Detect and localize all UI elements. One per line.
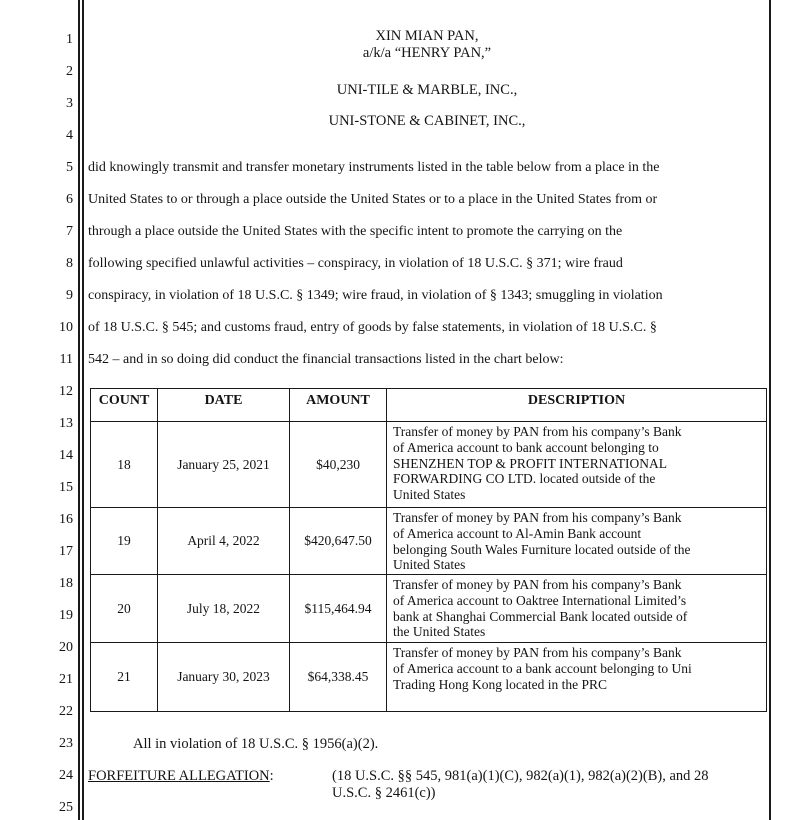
description-line: the United States xyxy=(393,624,486,640)
line-number: 2 xyxy=(66,64,73,79)
line-number: 10 xyxy=(59,320,73,335)
body-line: United States to or through a place outside the United States or to a place in the United States from or xyxy=(88,192,658,207)
description-line: Transfer of money by PAN from his company’s Bank xyxy=(393,424,682,439)
line-number: 20 xyxy=(59,640,73,655)
line-number: 4 xyxy=(66,128,73,143)
charging-paragraph xyxy=(88,152,768,376)
cell-amount: $40,230 xyxy=(290,422,387,508)
body-line: conspiracy, in violation of 18 U.S.C. § 1349; wire fraud, in violation of § 1343; smuggling in violation xyxy=(88,288,663,303)
line-number: 24 xyxy=(59,768,73,783)
transactions-table xyxy=(90,388,767,712)
description-line: of America account to a bank account belonging to Uni xyxy=(393,660,692,676)
table-row xyxy=(91,575,767,643)
description-line: Trading Hong Kong located in the PRC xyxy=(393,676,607,692)
description-line: of America account to Al-Amin Bank account xyxy=(393,525,642,541)
cell-count: 21 xyxy=(91,643,158,712)
body-line: did knowingly transmit and transfer monetary instruments listed in the table below from a place in the xyxy=(88,160,660,175)
cell-amount: $64,338.45 xyxy=(290,643,387,712)
column-header-date: DATE xyxy=(158,389,290,422)
description-line: of America account to Oaktree International Limited’s xyxy=(393,592,687,608)
cell-description xyxy=(387,643,767,712)
description-line: belonging South Wales Furniture located outside of the xyxy=(393,541,691,557)
cell-description xyxy=(387,508,767,575)
column-header-description: DESCRIPTION xyxy=(387,389,767,422)
caption-defendant-alias: a/k/a “HENRY PAN,” xyxy=(362,45,492,61)
line-number: 21 xyxy=(59,672,73,687)
right-margin-rule xyxy=(769,0,771,820)
line-number: 25 xyxy=(59,800,73,815)
line-number: 9 xyxy=(66,288,73,303)
line-number: 7 xyxy=(66,224,73,239)
statute-line: (18 U.S.C. §§ 545, 981(a)(1)(C), 982(a)(1), 982(a)(2)(B), and 28 xyxy=(332,768,709,784)
cell-amount: $420,647.50 xyxy=(290,508,387,575)
line-number-column xyxy=(0,0,73,820)
cell-description xyxy=(387,422,767,508)
cell-count: 18 xyxy=(91,422,158,508)
forfeiture-statute-citation xyxy=(332,768,709,802)
description-line: Transfer of money by PAN from his company’s Bank xyxy=(393,645,682,660)
forfeiture-allegation-heading xyxy=(88,768,274,785)
line-number: 18 xyxy=(59,576,73,591)
description-line: United States xyxy=(393,487,466,503)
line-number: 19 xyxy=(59,608,73,623)
description-line: of America account to bank account belonging to xyxy=(393,439,659,455)
table-row xyxy=(91,422,767,508)
cell-amount: $115,464.94 xyxy=(290,575,387,643)
line-number: 12 xyxy=(59,384,73,399)
body-line: through a place outside the United States with the specific intent to promote the carrying on the xyxy=(88,224,623,239)
description-line: SHENZHEN TOP & PROFIT INTERNATIONAL xyxy=(393,455,668,471)
line-number: 22 xyxy=(59,704,73,719)
forfeiture-allegation-label: FORFEITURE ALLEGATION xyxy=(88,768,270,784)
caption-company-2: UNI-STONE & CABINET, INC., xyxy=(328,113,526,129)
line-number: 8 xyxy=(66,256,73,271)
table-row xyxy=(91,643,767,712)
line-number: 3 xyxy=(66,96,73,111)
description-line: bank at Shanghai Commercial Bank located outside of xyxy=(393,608,688,624)
cell-count: 19 xyxy=(91,508,158,575)
body-line: of 18 U.S.C. § 545; and customs fraud, entry of goods by false statements, in violation of 18 U.S.C. § xyxy=(88,320,657,335)
line-number: 14 xyxy=(59,448,73,463)
cell-date: July 18, 2022 xyxy=(158,575,290,643)
table-header-row xyxy=(91,389,767,422)
description-line: United States xyxy=(393,557,466,573)
line-number: 11 xyxy=(59,352,73,367)
line-number: 17 xyxy=(59,544,73,559)
cell-date: January 30, 2023 xyxy=(158,643,290,712)
line-number: 23 xyxy=(59,736,73,751)
cell-date: January 25, 2021 xyxy=(158,422,290,508)
line-number: 13 xyxy=(59,416,73,431)
description-line: Transfer of money by PAN from his company’s Bank xyxy=(393,510,682,525)
statute-line: U.S.C. § 2461(c)) xyxy=(332,785,436,801)
caption-company-1: UNI-TILE & MARBLE, INC., xyxy=(336,82,518,98)
body-line: 542 – and in so doing did conduct the financial transactions listed in the chart below: xyxy=(88,352,564,367)
cell-description xyxy=(387,575,767,643)
cell-date: April 4, 2022 xyxy=(158,508,290,575)
left-double-rule xyxy=(78,0,84,820)
cell-count: 20 xyxy=(91,575,158,643)
description-line: FORWARDING CO LTD. located outside of the xyxy=(393,471,656,487)
column-header-count: COUNT xyxy=(91,389,158,422)
caption-defendant-name: XIN MIAN PAN, xyxy=(375,28,479,44)
table-row xyxy=(91,508,767,575)
line-number: 15 xyxy=(59,480,73,495)
transactions-table-body xyxy=(91,422,767,712)
violation-statement: All in violation of 18 U.S.C. § 1956(a)(2). xyxy=(133,736,379,752)
line-number: 16 xyxy=(59,512,73,527)
description-line: Transfer of money by PAN from his company’s Bank xyxy=(393,577,682,592)
line-number: 6 xyxy=(66,192,73,207)
body-line: following specified unlawful activities – conspiracy, in violation of 18 U.S.C. § 371; wire fraud xyxy=(88,256,623,271)
column-header-amount: AMOUNT xyxy=(290,389,387,422)
line-number: 1 xyxy=(66,32,73,47)
line-number: 5 xyxy=(66,160,73,175)
forfeiture-allegation-colon: : xyxy=(269,768,274,784)
